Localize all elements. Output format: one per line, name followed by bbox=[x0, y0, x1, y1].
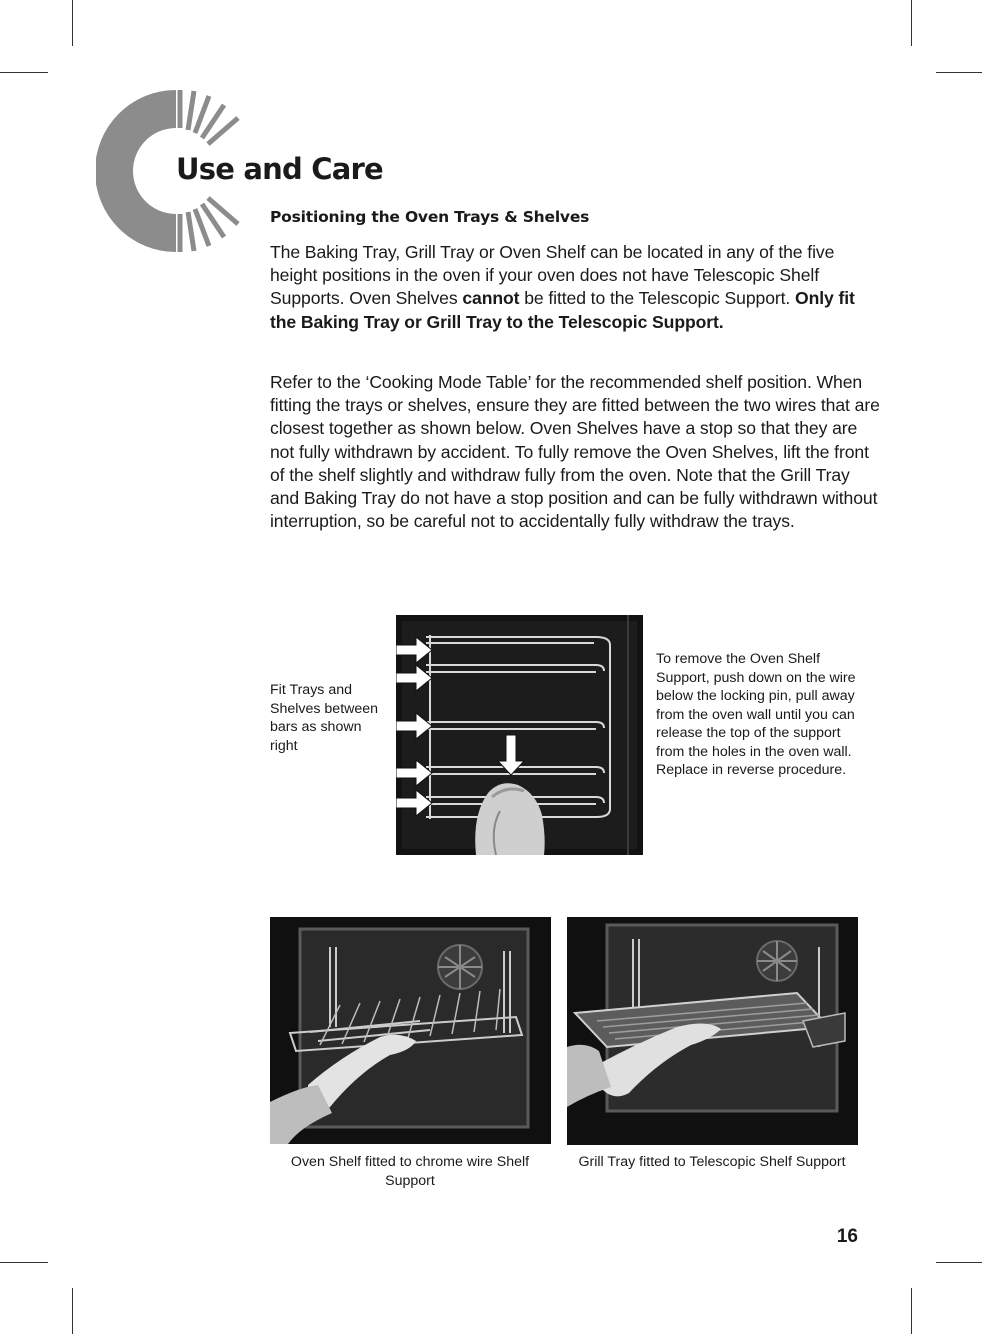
remove-support-caption: To remove the Oven Shelf Support, push down on the wire below the locking pin, pull away from the oven wall until you can release the top of the support from the holes in the oven wall. Replace in reverse procedure. bbox=[656, 651, 856, 778]
intro-text-1: The Baking Tray, Grill Tray or Oven Shelf can be located in any of the five height positions in the oven if your oven does not have Telescopic Shelf Supports. Oven Shelves bbox=[270, 242, 835, 309]
crop-mark bbox=[72, 0, 73, 46]
oven-shelf-photo bbox=[270, 917, 551, 1144]
shelf-photo-caption: Oven Shelf fitted to chrome wire Shelf Support bbox=[290, 1154, 530, 1189]
grill-tray-photo bbox=[567, 917, 858, 1145]
page-number: 16 bbox=[836, 1226, 858, 1247]
crop-mark bbox=[936, 1262, 982, 1263]
intro-text-2: be fitted to the Telescopic Support. bbox=[519, 288, 796, 309]
crop-mark bbox=[72, 1288, 73, 1334]
crop-mark bbox=[0, 72, 48, 73]
intro-paragraph bbox=[270, 241, 880, 334]
shelf-support-removal-photo bbox=[396, 615, 643, 855]
intro-emphasis-warning: Only fit the Baking Tray or Grill Tray to the Telescopic Support. bbox=[270, 288, 855, 332]
section-title: Use and Care bbox=[176, 152, 383, 186]
crop-mark bbox=[911, 1288, 912, 1334]
crop-mark bbox=[911, 0, 912, 46]
fit-trays-caption: Fit Trays and Shelves between bars as shown right bbox=[270, 682, 379, 754]
crop-mark bbox=[936, 72, 982, 73]
intro-emphasis-cannot: cannot bbox=[462, 288, 520, 309]
crop-mark bbox=[0, 1262, 48, 1263]
grill-photo-caption: Grill Tray fitted to Telescopic Shelf Support bbox=[578, 1154, 846, 1170]
page-heading: Positioning the Oven Trays & Shelves bbox=[270, 208, 590, 226]
instructions-paragraph: Refer to the ‘Cooking Mode Table’ for the recommended shelf position. When fitting the trays or shelves, ensure they are fitted between the two wires that are closest together as shown below. Oven Shelves have a stop so that they are not fully withdrawn by accident. To fully remove the Oven Shelves, lift the front of the shelf slightly and withdraw fully from the oven. Note that the Grill Tray and Baking Tray do not have a stop position and can be fully withdrawn without interruption, so be careful not to accidentally fully withdraw the trays. bbox=[270, 372, 880, 532]
